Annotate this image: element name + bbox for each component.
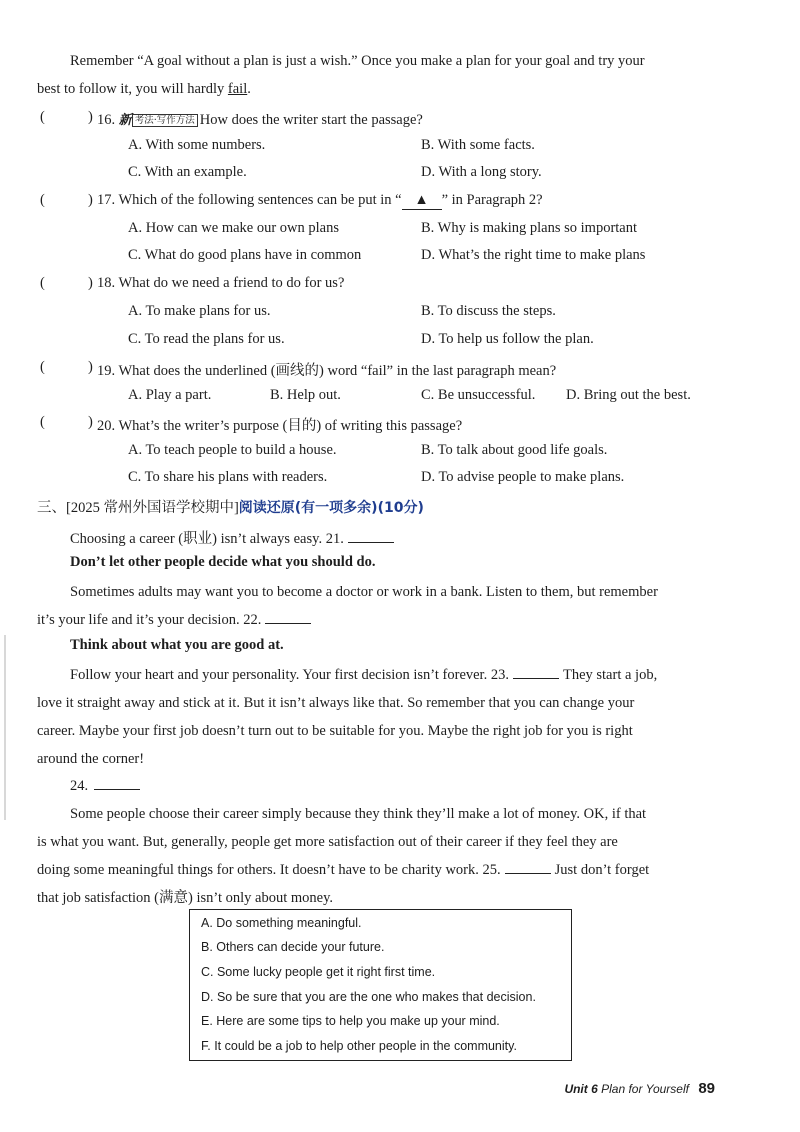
- passage-p2-line-2: it’s your life and it’s your decision. 22.: [37, 612, 262, 628]
- question-number: 17.: [97, 192, 116, 208]
- option-17-b: B. Why is making plans so important: [421, 220, 638, 236]
- option-17-a: A. How can we make our own plans: [128, 220, 340, 236]
- blank-21[interactable]: [348, 530, 394, 543]
- choice-f: F. It could be a job to help other people in the community.: [201, 1039, 517, 1053]
- question-text: What does the underlined (画线的) word “fail” in the last paragraph mean?: [118, 363, 557, 379]
- option-16-b: B. With some facts.: [421, 137, 535, 153]
- page-number: 89: [698, 1080, 715, 1097]
- question-text: What’s the writer’s purpose (目的) of writing this passage?: [118, 418, 463, 434]
- choice-e: E. Here are some tips to help you make up your mind.: [201, 1014, 500, 1028]
- intro-line-2-post: .: [247, 81, 251, 97]
- option-18-d: D. To help us follow the plan.: [421, 331, 594, 347]
- section-3-heading: [37, 496, 424, 517]
- question-text-pre: Which of the following sentences can be put in “: [118, 192, 402, 208]
- question-19-stem: [97, 359, 556, 380]
- question-17-stem: [97, 192, 543, 210]
- answer-paren-close-17: ): [88, 192, 93, 208]
- blank-23[interactable]: [513, 666, 559, 679]
- question-18-stem: [97, 275, 344, 292]
- answer-paren-16[interactable]: (: [40, 109, 45, 125]
- intro-paragraph: [37, 47, 723, 103]
- option-16-a: A. With some numbers.: [128, 137, 266, 153]
- passage-p1: Choosing a career (职业) isn’t always easy. 21.: [70, 531, 344, 547]
- passage-p2: [37, 578, 723, 634]
- choice-c: C. Some lucky people get it right first time.: [201, 965, 436, 979]
- subheading-1: Don’t let other people decide what you should do.: [70, 554, 376, 570]
- subheading-2: Think about what you are good at.: [70, 637, 284, 653]
- choices-box: [189, 909, 572, 1061]
- answer-paren-close-19: ): [88, 359, 93, 375]
- passage-p4-line-4: that job satisfaction (满意) isn’t only about money.: [37, 890, 333, 906]
- intro-line-2-pre: best to follow it, you will hardly: [37, 81, 228, 97]
- option-17-d: D. What’s the right time to make plans: [421, 247, 646, 263]
- passage-p3: [37, 661, 723, 773]
- option-20-b: B. To talk about good life goals.: [421, 442, 608, 458]
- passage-p4-line-3-pre: doing some meaningful things for others. It doesn’t have to be charity work. 25.: [37, 862, 501, 878]
- option-19-a: A. Play a part.: [128, 387, 212, 403]
- passage-p4: [37, 800, 723, 912]
- option-18-c: C. To read the plans for us.: [128, 331, 285, 347]
- answer-paren-20[interactable]: (: [40, 414, 45, 430]
- passage-p3-line-3: career. Maybe your first job doesn’t turn out to be suitable for you. Maybe the right job for you is right: [37, 723, 633, 739]
- option-17-c: C. What do good plans have in common: [128, 247, 362, 263]
- passage-p3-line-4: around the corner!: [37, 751, 145, 767]
- option-16-d: D. With a long story.: [421, 164, 542, 180]
- choice-b: B. Others can decide your future.: [201, 940, 385, 954]
- answer-paren-17[interactable]: (: [40, 192, 45, 208]
- blank-25[interactable]: [505, 861, 551, 874]
- answer-paren-18[interactable]: (: [40, 275, 45, 291]
- question-number-24: 24.: [70, 778, 89, 794]
- question-20-stem: [97, 414, 462, 435]
- passage-line-24: [70, 777, 144, 795]
- blank-22[interactable]: [265, 611, 311, 624]
- page-footer: [564, 1080, 715, 1097]
- intro-line-1: Remember “A goal without a plan is just a wish.” Once you make a plan for your goal and try your: [70, 53, 645, 69]
- question-text: How does the writer start the passage?: [199, 112, 423, 128]
- passage-p3-line-2: love it straight away and stick at it. But it isn’t always like that. So remember that you can change your: [37, 695, 635, 711]
- question-number: 20.: [97, 418, 116, 434]
- passage-p2-line-1: Sometimes adults may want you to become a doctor or work in a bank. Listen to them, but remember: [70, 584, 658, 600]
- option-18-b: B. To discuss the steps.: [421, 303, 556, 319]
- answer-paren-close-20: ): [88, 414, 93, 430]
- section-3-prefix: 三、[2025 常州外国语学校期中]: [37, 500, 239, 516]
- passage-p4-line-2: is what you want. But, generally, people get more satisfaction out of their career if they feel they are: [37, 834, 618, 850]
- passage-p3-line-1-post: They start a job,: [562, 667, 658, 683]
- option-19-d: D. Bring out the best.: [566, 387, 691, 403]
- question-number: 16.: [97, 112, 116, 128]
- answer-paren-close-18: ): [88, 275, 93, 291]
- option-16-c: C. With an example.: [128, 164, 247, 180]
- triangle-blank-icon: ▲: [402, 192, 442, 210]
- option-18-a: A. To make plans for us.: [128, 303, 271, 319]
- margin-line: [4, 635, 6, 820]
- passage-p3-line-1-pre: Follow your heart and your personality. Your first decision isn’t forever. 23.: [70, 667, 509, 683]
- blank-24[interactable]: [94, 777, 140, 790]
- writing-method-tag: 考法·写作方法: [132, 114, 198, 127]
- passage-p4-line-1: Some people choose their career simply because they think they’ll make a lot of money. OK, if that: [70, 806, 647, 822]
- option-20-d: D. To advise people to make plans.: [421, 469, 625, 485]
- option-20-c: C. To share his plans with readers.: [128, 469, 328, 485]
- answer-paren-close-16: ): [88, 109, 93, 125]
- passage-line-21: [70, 527, 398, 548]
- new-tag: 新: [118, 113, 132, 128]
- section-3-title: 阅读还原(有一项多余)(10分): [238, 500, 424, 516]
- underlined-word-fail: fail: [227, 81, 248, 97]
- choice-a: A. Do something meaningful.: [201, 916, 362, 930]
- question-number: 19.: [97, 363, 116, 379]
- answer-paren-19[interactable]: (: [40, 359, 45, 375]
- option-20-a: A. To teach people to build a house.: [128, 442, 337, 458]
- question-16-stem: [97, 109, 423, 129]
- question-number: 18.: [97, 275, 116, 291]
- passage-p4-line-3-post: Just don’t forget: [554, 862, 650, 878]
- unit-title: Plan for Yourself: [601, 1082, 689, 1096]
- question-text-post: ” in Paragraph 2?: [441, 192, 543, 208]
- unit-label: Unit 6: [564, 1082, 598, 1096]
- option-19-b: B. Help out.: [270, 387, 341, 403]
- option-19-c: C. Be unsuccessful.: [421, 387, 536, 403]
- choice-d: D. So be sure that you are the one who makes that decision.: [201, 990, 536, 1004]
- question-text: What do we need a friend to do for us?: [118, 275, 345, 291]
